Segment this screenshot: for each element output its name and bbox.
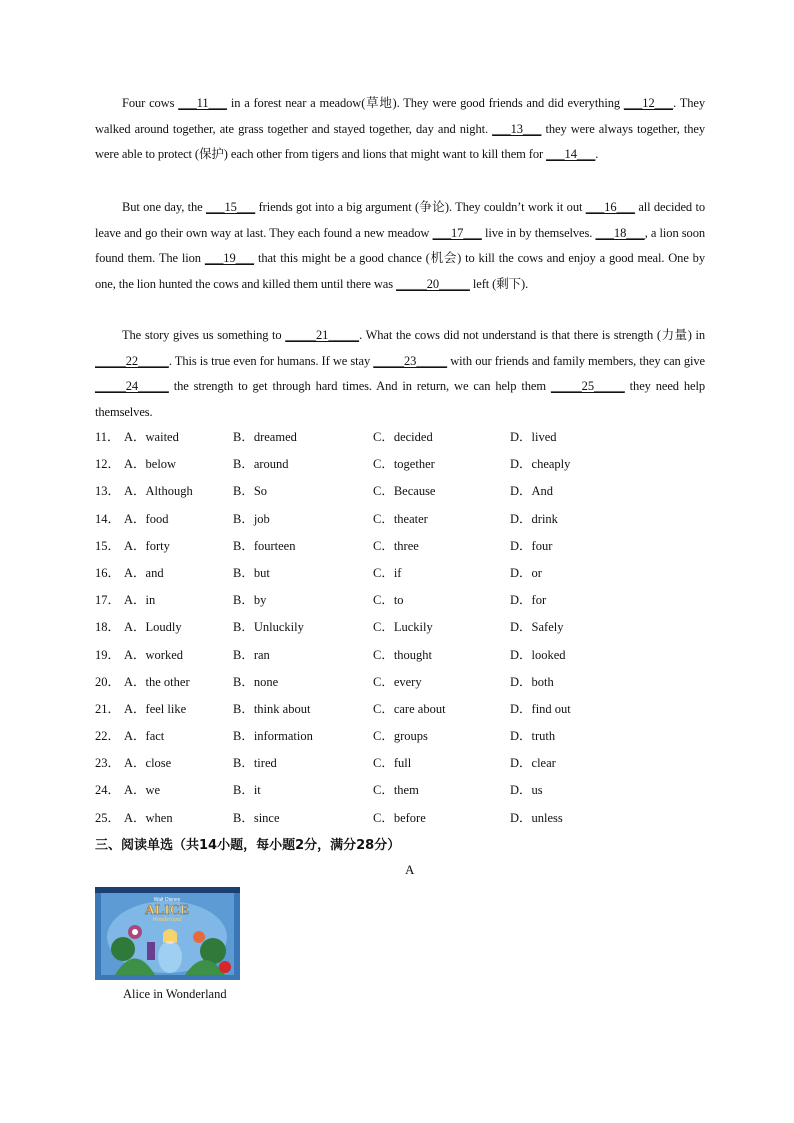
question-number: 23． — [95, 756, 121, 771]
option-c: C．Because — [373, 484, 436, 499]
option-c: C．them — [373, 783, 419, 798]
blank-19: ___19___ — [204, 251, 255, 266]
option-b: B．by — [233, 593, 267, 608]
question-number: 22． — [95, 729, 121, 744]
option-a: A．Although — [124, 484, 193, 499]
option-b: B．tired — [233, 756, 277, 771]
blank-12: ___12___ — [623, 96, 674, 110]
poster-sub-text: Wonderland — [152, 917, 182, 923]
option-d: D．Safely — [510, 620, 564, 635]
question-number: 24． — [95, 783, 121, 798]
passage-text: that this might be a good chance (机会) to kill the cows and enjoy a good meal. One by one, the lion hunted the cows and killed them until there was — [95, 251, 705, 291]
option-b: B．but — [233, 565, 270, 580]
option-d: D．lived — [510, 430, 557, 444]
option-b: B．ran — [233, 647, 270, 662]
svg-text:Walt Disney: Walt Disney — [153, 897, 181, 903]
alice-poster-image — [95, 887, 240, 980]
question-number: 16． — [95, 565, 121, 580]
option-a: A．in — [124, 593, 156, 608]
question-number: 17． — [95, 593, 121, 608]
blank-23: _____23_____ — [373, 353, 448, 368]
option-b: B．it — [233, 783, 261, 798]
option-row-12 — [95, 451, 715, 478]
question-number: 25． — [95, 810, 121, 825]
question-number: 21． — [95, 701, 121, 716]
option-a: A．food — [124, 511, 169, 526]
option-row-24 — [95, 777, 715, 804]
passage-text: . This is true even for humans. If we stay — [168, 353, 374, 368]
passage-paragraph-1 — [95, 91, 705, 168]
passage-text: Four cows — [122, 96, 179, 110]
blank-11: ___11___ — [178, 96, 227, 110]
option-row-13 — [95, 478, 715, 505]
option-b: B．around — [233, 457, 289, 472]
option-d: D．cheaply — [510, 457, 571, 472]
option-a: A．when — [124, 810, 173, 825]
passage-text: live in by themselves. — [481, 225, 596, 240]
option-c: C．decided — [373, 430, 433, 444]
passage-text: . What the cows did not understand is that there is strength (力量) in — [359, 328, 705, 342]
question-number: 18． — [95, 620, 121, 635]
question-number: 14． — [95, 511, 121, 526]
option-a: A．feel like — [124, 701, 187, 716]
option-a: A．below — [124, 457, 177, 472]
blank-15: ___15___ — [206, 200, 256, 214]
option-row-19 — [95, 642, 715, 669]
option-a: A．waited — [124, 430, 179, 444]
poster-logo-text: ALICE — [144, 903, 190, 918]
poster-caption: Alice in Wonderland — [123, 987, 227, 1001]
option-b: B．job — [233, 511, 270, 526]
option-a: A．fact — [124, 729, 165, 744]
passage-text: left (剩下). — [469, 276, 529, 291]
option-c: C．every — [373, 674, 422, 689]
option-d: D．find out — [510, 701, 571, 716]
passage-text: they need help themselves. — [95, 379, 705, 419]
question-number: 20． — [95, 674, 121, 689]
option-c: C．three — [373, 538, 419, 553]
option-c: C．Luckily — [373, 620, 433, 635]
option-c: C．before — [373, 810, 426, 825]
blank-24: _____24_____ — [95, 379, 169, 394]
option-row-22 — [95, 723, 715, 750]
option-d: D．for — [510, 593, 547, 608]
passage-text: with our friends and family members, they can give — [447, 353, 705, 368]
passage-text: they were always together, they were able to protect (保护) each other from tigers and lions that might want to kill them for — [95, 121, 705, 162]
blank-16: ___16___ — [585, 200, 635, 214]
option-row-17 — [95, 587, 715, 614]
blank-25: _____25_____ — [550, 379, 625, 394]
option-d: D．both — [510, 674, 554, 689]
option-a: A．close — [124, 756, 172, 771]
poster-artwork — [95, 887, 240, 980]
option-b: B．fourteen — [233, 538, 296, 553]
option-c: C．care about — [373, 701, 446, 716]
option-row-20 — [95, 669, 715, 696]
question-number: 13． — [95, 484, 121, 499]
option-d: D．four — [510, 538, 553, 553]
passage-text: . — [595, 147, 599, 162]
passage-text: all decided to leave and go their own way at last. They each found a new meadow — [95, 200, 705, 240]
option-c: C．full — [373, 756, 412, 771]
option-row-11 — [95, 424, 715, 451]
blank-14: ___14___ — [546, 147, 596, 162]
option-row-15 — [95, 533, 715, 560]
option-c: C．together — [373, 457, 435, 472]
option-a: A．Loudly — [124, 620, 182, 635]
options-list — [95, 424, 715, 832]
option-row-21 — [95, 696, 715, 723]
option-a: A．the other — [124, 674, 190, 689]
section-heading: 三、阅读单选（共14小题，每小题2分，满分28分） — [95, 838, 401, 853]
passage-text: friends got into a big argument (争论). They couldn’t work it out — [255, 200, 586, 214]
option-b: B．So — [233, 484, 268, 499]
option-a: A．forty — [124, 538, 170, 553]
option-c: C．if — [373, 565, 402, 580]
option-b: B．dreamed — [233, 430, 297, 444]
option-b: B．since — [233, 810, 280, 825]
passage-text: The story gives us something to — [122, 328, 286, 342]
question-number: 11． — [95, 430, 120, 444]
option-c: C．thought — [373, 647, 433, 662]
question-number: 15． — [95, 538, 121, 553]
option-d: D．looked — [510, 647, 566, 662]
option-a: A．and — [124, 565, 164, 580]
passage-text: the strength to get through hard times. And in return, we can help them — [168, 379, 551, 394]
option-d: D．clear — [510, 756, 556, 771]
option-d: D．truth — [510, 729, 556, 744]
passage-text: in a forest near a meadow(草地). They were good friends and did everything — [226, 96, 624, 110]
passage-paragraph-2 — [95, 195, 705, 297]
blank-18: ___18___ — [595, 225, 645, 240]
option-a: A．worked — [124, 647, 184, 662]
option-row-14 — [95, 506, 715, 533]
option-d: D．unless — [510, 810, 563, 825]
blank-22: _____22_____ — [95, 353, 169, 368]
passage-paragraph-3 — [95, 323, 705, 425]
option-b: B．think about — [233, 701, 311, 716]
blank-17: ___17___ — [432, 225, 482, 240]
option-a: A．we — [124, 783, 161, 798]
option-d: D．or — [510, 565, 542, 580]
question-number: 19． — [95, 647, 121, 662]
option-row-23 — [95, 750, 715, 777]
option-row-25 — [95, 805, 715, 832]
option-d: D．us — [510, 783, 543, 798]
option-b: B．Unluckily — [233, 620, 304, 635]
option-row-18 — [95, 614, 715, 641]
blank-20: _____20_____ — [396, 276, 470, 291]
option-b: B．none — [233, 674, 279, 689]
option-c: C．theater — [373, 511, 428, 526]
question-number: 12． — [95, 457, 121, 472]
option-d: D．drink — [510, 511, 558, 526]
passage-text: But one day, the — [122, 200, 206, 214]
passage-text: , a lion soon found them. The lion — [95, 225, 706, 266]
passage-text: . They walked around together, ate grass together and stayed together, day and night. — [95, 96, 705, 136]
passage-letter: A — [405, 862, 415, 877]
blank-13: ___13___ — [492, 121, 542, 136]
option-c: C．to — [373, 593, 404, 608]
option-row-16 — [95, 560, 715, 587]
option-b: B．information — [233, 729, 313, 744]
blank-21: _____21_____ — [285, 328, 360, 342]
option-c: C．groups — [373, 729, 428, 744]
option-d: D．And — [510, 484, 554, 499]
